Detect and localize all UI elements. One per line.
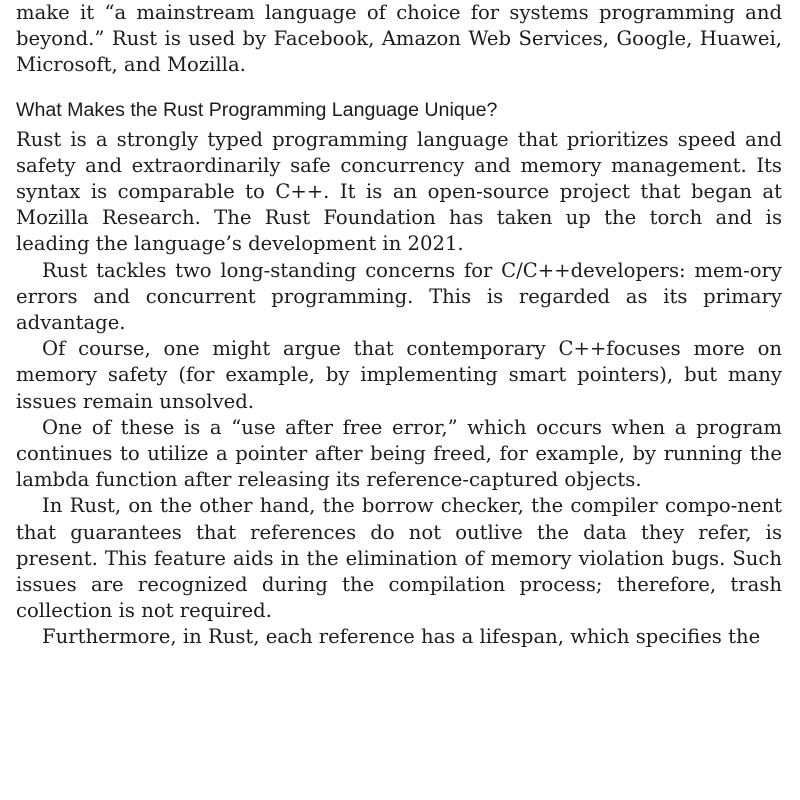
document-page bbox=[16, 0, 782, 800]
paragraph-lifespan: Furthermore, in Rust, each reference has a lifespan, which specifies the bbox=[42, 625, 761, 649]
intro-paragraph: make it “a mainstream language of choice for systems programming and beyond.” Rust is used by Facebook, Amazon Web Services, Google, Huawei, Microsoft, and Mozilla. bbox=[16, 1, 782, 77]
section-heading: What Makes the Rust Programming Language Unique? bbox=[16, 98, 498, 121]
paragraph-borrow-checker: In Rust, on the other hand, the borrow checker, the compiler compo-nent that guarantees that references do not outlive the data they refer, is present. This feature aids in the elimination of memory violation bugs. Such issues are recognized during the compilation process; therefore, trash collection is not required. bbox=[16, 494, 782, 623]
paragraph-memory-safety: Of course, one might argue that contemporary C++focuses more on memory safety (for example, by implementing smart pointers), but many issues remain unsolved. bbox=[16, 337, 782, 413]
paragraph-use-after-free: One of these is a “use after free error,” which occurs when a program continues to utilize a pointer after being freed, for example, by running the lambda function after releasing its reference-captured objects. bbox=[16, 415, 782, 492]
paragraph-rust-overview: Rust is a strongly typed programming language that prioritizes speed and safety and extraordinarily safe concurrency and memory management. Its syntax is comparable to C++. It is an open-source project that began at Mozilla Research. The Rust Foundation has taken up the torch and is leading the language’s development in 2021. bbox=[16, 127, 782, 256]
paragraph-concerns: Rust tackles two long-standing concerns for C/C++developers: mem-ory errors and concurrent programming. This is regarded as its primary advantage. bbox=[16, 258, 782, 335]
